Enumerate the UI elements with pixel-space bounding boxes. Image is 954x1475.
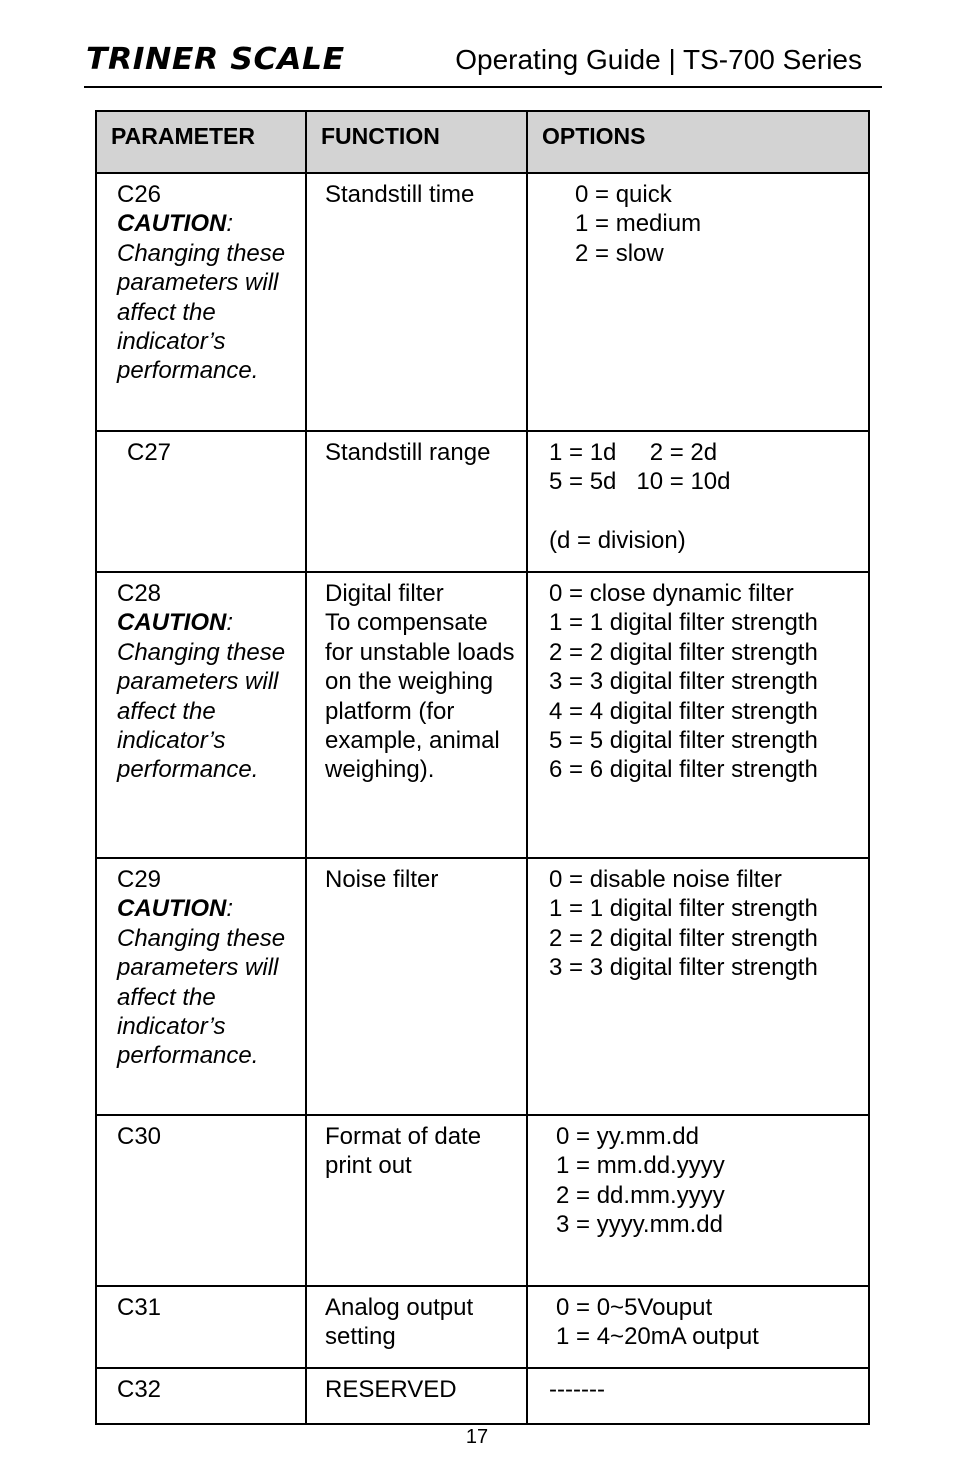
guide-title: Operating Guide | TS-700 Series bbox=[455, 44, 862, 75]
option-line: 0 = close dynamic filter bbox=[549, 580, 794, 607]
header-function: FUNCTION bbox=[306, 111, 527, 173]
caution-text: Changing these parameters will affect the indicator’s performance. bbox=[117, 638, 286, 784]
function-text: Noise filter bbox=[325, 866, 439, 893]
table-row bbox=[96, 1368, 869, 1424]
page-number: 17 bbox=[465, 1426, 489, 1448]
function-cell bbox=[306, 1286, 527, 1368]
caution-colon: : bbox=[226, 895, 233, 923]
table-row bbox=[96, 1115, 869, 1286]
option-line: 1 = 1 digital filter strength bbox=[549, 895, 818, 923]
parameter-code: C31 bbox=[117, 1294, 162, 1321]
option-line: 1 = medium bbox=[575, 210, 702, 238]
function-cell bbox=[306, 431, 527, 572]
page-header bbox=[84, 40, 882, 88]
parameter-code: C30 bbox=[117, 1123, 162, 1150]
options-cell bbox=[527, 572, 869, 858]
header-options: OPTIONS bbox=[527, 111, 869, 173]
option-line: 2 = dd.mm.yyyy bbox=[556, 1181, 725, 1209]
option-line: 3 = 3 digital filter strength bbox=[549, 668, 818, 696]
function-cell bbox=[306, 572, 527, 858]
option-line: (d = division) bbox=[549, 527, 686, 555]
table-row bbox=[96, 572, 869, 858]
function-cell bbox=[306, 1368, 527, 1424]
options-cell bbox=[527, 1368, 869, 1424]
caution-label: CAUTION bbox=[117, 895, 227, 923]
parameter-cell bbox=[96, 173, 306, 431]
option-line: 3 = yyyy.mm.dd bbox=[556, 1211, 723, 1239]
option-line: 2 = 2 digital filter strength bbox=[549, 638, 818, 666]
option-line: 1 = 1 digital filter strength bbox=[549, 609, 818, 637]
option-line: 6 = 6 digital filter strength bbox=[549, 756, 818, 784]
option-line: 0 = quick bbox=[575, 181, 672, 208]
option-line: 3 = 3 digital filter strength bbox=[549, 954, 818, 982]
parameter-code: C29 bbox=[117, 866, 162, 893]
parameter-code: C32 bbox=[117, 1376, 162, 1403]
function-cell bbox=[306, 173, 527, 431]
options-cell bbox=[527, 1115, 869, 1286]
caution-colon: : bbox=[226, 609, 233, 637]
option-line: 5 = 5d 10 = 10d bbox=[549, 468, 731, 496]
parameter-cell bbox=[96, 431, 306, 572]
option-line: 2 = 2 digital filter strength bbox=[549, 924, 818, 952]
parameter-table bbox=[95, 110, 870, 1425]
caution-text: Changing these parameters will affect the indicator’s performance. bbox=[117, 924, 286, 1070]
function-text: Standstill time bbox=[325, 181, 475, 208]
options-cell bbox=[527, 431, 869, 572]
option-line: 1 = 1d 2 = 2d bbox=[549, 439, 718, 466]
function-text: Analog output setting bbox=[325, 1294, 474, 1351]
option-line: ------- bbox=[549, 1376, 605, 1403]
parameter-code: C27 bbox=[127, 439, 172, 466]
function-text: Standstill range bbox=[325, 439, 491, 466]
brand-logo-text: TRINER SCALE bbox=[86, 42, 345, 77]
options-cell bbox=[527, 858, 869, 1115]
caution-heading bbox=[117, 209, 297, 238]
caution-colon: : bbox=[226, 210, 233, 238]
function-cell bbox=[306, 858, 527, 1115]
table-row bbox=[96, 1286, 869, 1368]
option-line: 0 = yy.mm.dd bbox=[556, 1123, 699, 1150]
option-line: 2 = slow bbox=[575, 239, 664, 267]
table-header-row bbox=[96, 111, 869, 173]
caution-label: CAUTION bbox=[117, 210, 227, 238]
option-line: 1 = mm.dd.yyyy bbox=[556, 1152, 725, 1180]
parameter-cell bbox=[96, 1286, 306, 1368]
function-cell bbox=[306, 1115, 527, 1286]
parameter-cell bbox=[96, 858, 306, 1115]
function-text: RESERVED bbox=[325, 1376, 457, 1403]
parameter-code: C28 bbox=[117, 580, 162, 607]
option-line: 5 = 5 digital filter strength bbox=[549, 727, 818, 755]
function-text: To compensate for unstable loads on the weighing platform (for example, animal weighing). bbox=[325, 609, 515, 784]
function-text: Digital filter bbox=[325, 580, 444, 607]
option-line: 0 = disable noise filter bbox=[549, 866, 782, 893]
table-row bbox=[96, 858, 869, 1115]
parameter-cell bbox=[96, 1368, 306, 1424]
table-row bbox=[96, 173, 869, 431]
caution-text: Changing these parameters will affect the indicator’s performance. bbox=[117, 239, 286, 385]
option-line: 1 = 4~20mA output bbox=[556, 1323, 759, 1351]
parameter-code: C26 bbox=[117, 181, 162, 208]
options-cell bbox=[527, 173, 869, 431]
option-line bbox=[549, 497, 864, 526]
option-line: 0 = 0~5Vouput bbox=[556, 1294, 713, 1321]
header-parameter: PARAMETER bbox=[96, 111, 306, 173]
caution-label: CAUTION bbox=[117, 609, 227, 637]
table-row bbox=[96, 431, 869, 572]
option-line: 4 = 4 digital filter strength bbox=[549, 697, 818, 725]
caution-heading bbox=[117, 608, 297, 637]
function-text: Format of date print out bbox=[325, 1123, 482, 1180]
caution-heading bbox=[117, 894, 297, 923]
parameter-cell bbox=[96, 572, 306, 858]
parameter-cell bbox=[96, 1115, 306, 1286]
options-cell bbox=[527, 1286, 869, 1368]
